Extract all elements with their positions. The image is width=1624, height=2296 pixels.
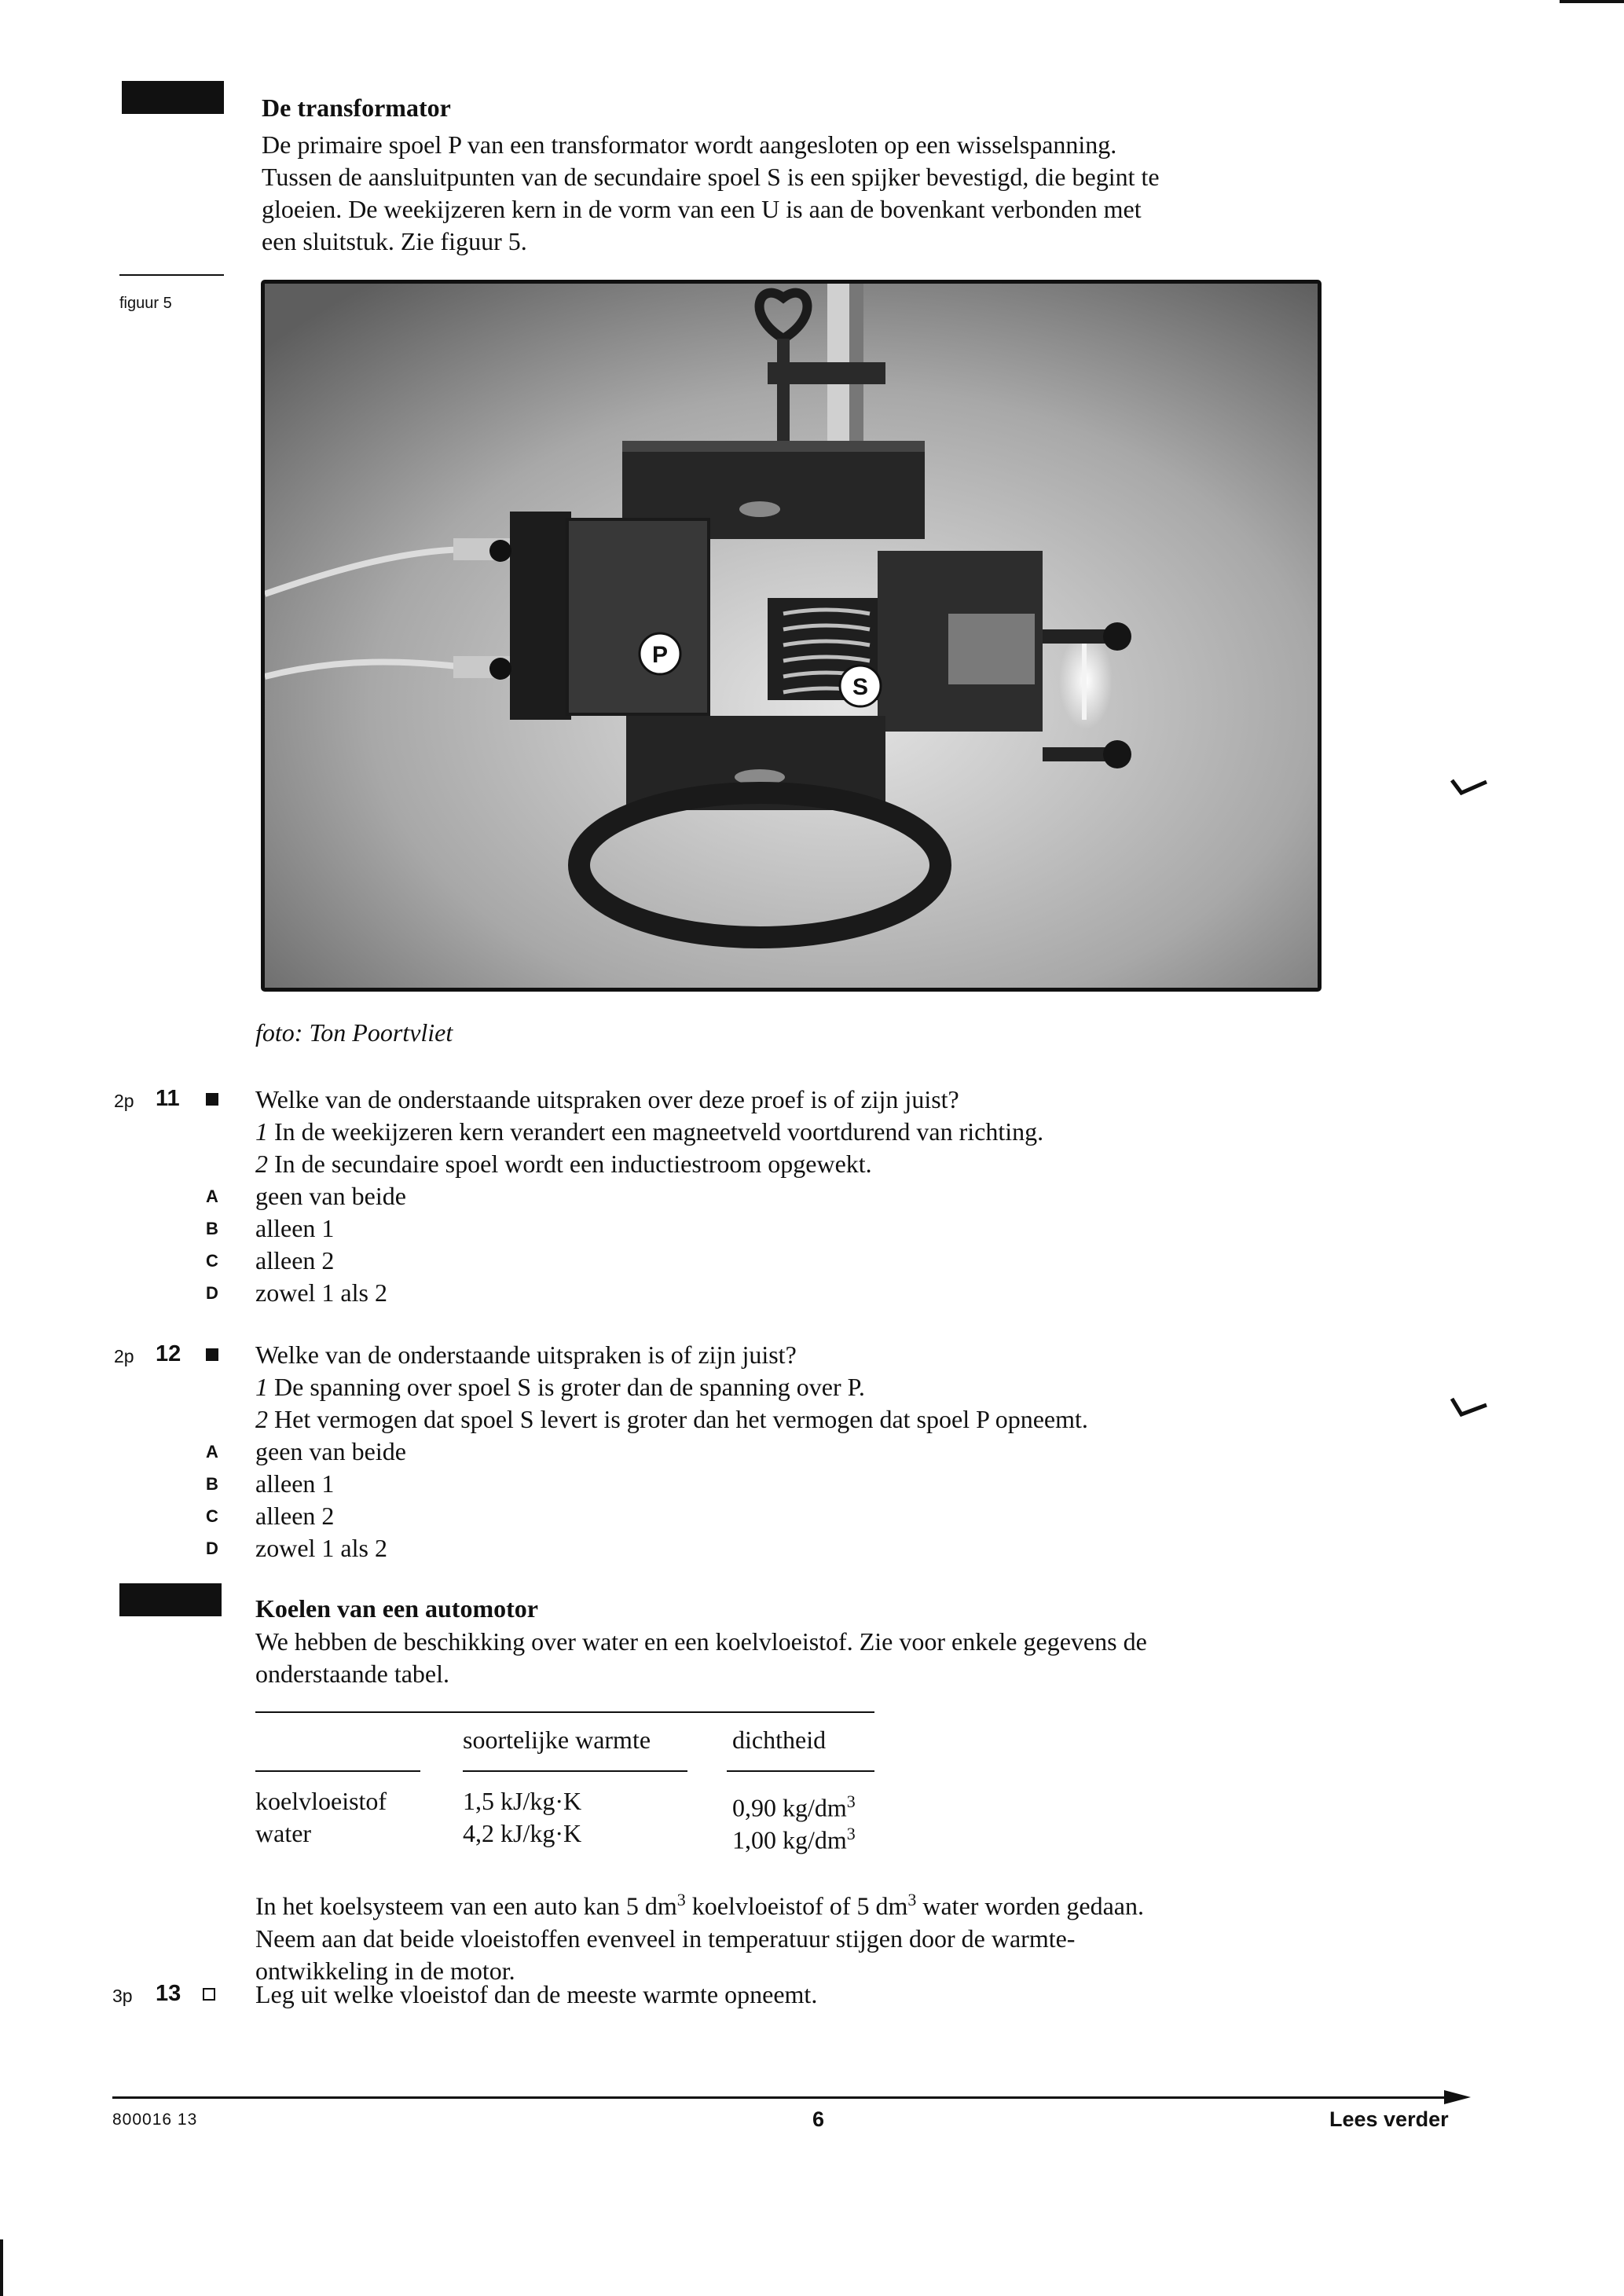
q13-points: 3p	[112, 1986, 133, 2006]
paragraph-part-a: In het koelsysteem van een auto kan 5 dm	[255, 1891, 677, 1920]
paragraph-line-1	[255, 1883, 1144, 1923]
q13-question: Leg uit welke vloeistof dan de meeste warmte opneemt.	[255, 1980, 818, 2008]
q11-option-c-letter: C	[206, 1251, 218, 1271]
q11-statement-1-text: In de weekijzeren kern verandert een magneetveld voortdurend van richting.	[268, 1117, 1044, 1146]
section-2-title: Koelen van een automotor	[255, 1594, 538, 1623]
footer-code: 800016 13	[112, 2111, 198, 2129]
section-2-intro	[255, 1626, 1147, 1690]
q12-option-a[interactable]: geen van beide	[255, 1437, 406, 1465]
figure-label-rule	[119, 274, 224, 276]
q11-question	[255, 1084, 1043, 1309]
q12-option-d-letter: D	[206, 1539, 218, 1558]
q12-option-d[interactable]: zowel 1 als 2	[255, 1534, 387, 1562]
q11-marker	[206, 1093, 218, 1109]
intro-line: Tussen de aansluitpunten van de secundaire spoel S is een spijker bevestigd, die begint te	[262, 163, 1160, 191]
q11-option-a-letter: A	[206, 1187, 218, 1206]
table-cell-rho-exp: 3	[846, 1792, 856, 1811]
page-number: 6	[812, 2107, 825, 2131]
q11-option-d[interactable]: zowel 1 als 2	[255, 1278, 387, 1307]
q12-option-c-letter: C	[206, 1506, 218, 1526]
q11-statement-2-text: In de secundaire spoel wordt een inductiestroom opgewekt.	[268, 1150, 872, 1178]
q12-statement-2-text: Het vermogen dat spoel S levert is groter dan het vermogen dat spoel P opneemt.	[268, 1405, 1088, 1433]
section-intro	[262, 129, 1160, 258]
brand-badge-top	[739, 501, 780, 517]
table-rule-rho	[727, 1770, 874, 1772]
q11-statement-1	[255, 1116, 1043, 1148]
table-header-rho: dichtheid	[732, 1726, 827, 1754]
q11-statement-2-num: 2	[255, 1150, 268, 1178]
q12-statement-1-num: 1	[255, 1373, 268, 1401]
table-cell-rho-value: 1,00 kg/dm	[732, 1825, 847, 1854]
edge-mark	[1560, 0, 1624, 3]
paragraph-exp-2: 3	[907, 1890, 917, 1909]
q12-option-c[interactable]: alleen 2	[255, 1502, 335, 1530]
footer-arrow-icon	[1444, 2090, 1471, 2104]
q11-option-c[interactable]: alleen 2	[255, 1246, 335, 1275]
q11-statement-1-num: 1	[255, 1117, 268, 1146]
intro-line: We hebben de beschikking over water en een koelvloeistof. Zie voor enkele gegevens de	[255, 1627, 1147, 1656]
transformer-photo	[261, 280, 1322, 992]
q11-option-a[interactable]: geen van beide	[255, 1182, 406, 1210]
q13-marker	[203, 1988, 215, 2004]
q11-number: 11	[156, 1086, 180, 1111]
q12-statement-2-num: 2	[255, 1405, 268, 1433]
section-2-paragraph	[255, 1883, 1144, 1987]
q12-number: 12	[156, 1341, 181, 1366]
q11-option-b-letter: B	[206, 1219, 218, 1238]
q11-option-b[interactable]: alleen 1	[255, 1214, 335, 1242]
q11-question-text: Welke van de onderstaande uitspraken over deze proef is of zijn juist?	[255, 1085, 959, 1113]
table-top-rule	[255, 1711, 874, 1713]
coil-s-label: S	[852, 674, 869, 700]
table-rule-name	[255, 1770, 420, 1772]
table-cell-name: water	[255, 1819, 312, 1847]
table-cell-rho-value: 0,90 kg/dm	[732, 1793, 847, 1822]
intro-line: onderstaande tabel.	[255, 1660, 449, 1688]
section-title: De transformator	[262, 94, 451, 122]
transformer-illustration	[265, 284, 1318, 988]
q11-points: 2p	[114, 1091, 134, 1111]
intro-line: gloeien. De weekijzeren kern in de vorm van een U is aan de bovenkant verbonden met	[262, 195, 1142, 223]
table-header-c: soortelijke warmte	[463, 1726, 651, 1754]
q13-number: 13	[156, 1981, 181, 2006]
q12-statement-1-text: De spanning over spoel S is groter dan de spanning over P.	[268, 1373, 865, 1401]
footer-rule	[112, 2096, 1462, 2099]
q12-points: 2p	[114, 1346, 134, 1366]
table-cell-c: 1,5 kJ/kg·K	[463, 1787, 582, 1815]
checkmark-icon	[1446, 766, 1493, 805]
table-cell-c: 4,2 kJ/kg·K	[463, 1819, 582, 1847]
coil-p-label: P	[651, 642, 669, 668]
table-cell-rho-exp: 3	[846, 1824, 856, 1843]
section-marker-2	[119, 1583, 222, 1616]
figure-label: figuur 5	[119, 295, 172, 312]
q11-option-d-letter: D	[206, 1283, 218, 1303]
q12-option-a-letter: A	[206, 1442, 218, 1462]
section-marker	[122, 81, 224, 114]
photo-credit: foto: Ton Poortvliet	[255, 1018, 453, 1047]
table-cell-name: koelvloeistof	[255, 1787, 387, 1815]
paragraph-part-b: koelvloeistof of 5 dm	[685, 1891, 908, 1920]
q12-question	[255, 1339, 1088, 1564]
q11-statement-2	[255, 1148, 1043, 1180]
paragraph-exp-1: 3	[676, 1890, 686, 1909]
checkmark-icon	[1446, 1391, 1493, 1430]
edge-mark-left	[0, 2239, 3, 2296]
paragraph-line-3: ontwikkeling in de motor.	[255, 1956, 515, 1985]
table-rule-c	[463, 1770, 687, 1772]
table-cell-rho	[732, 1817, 856, 1857]
q12-statement-2	[255, 1403, 1088, 1436]
q12-option-b[interactable]: alleen 1	[255, 1469, 335, 1498]
q12-option-b-letter: B	[206, 1474, 218, 1494]
paragraph-part-c: water worden gedaan.	[916, 1891, 1144, 1920]
q12-question-text: Welke van de onderstaande uitspraken is of zijn juist?	[255, 1341, 797, 1369]
intro-line: De primaire spoel P van een transformator wordt aangesloten op een wisselspanning.	[262, 130, 1117, 159]
intro-line: een sluitstuk. Zie figuur 5.	[262, 227, 527, 255]
q12-statement-1	[255, 1371, 1088, 1403]
q12-marker	[206, 1348, 218, 1365]
paragraph-line-2: Neem aan dat beide vloeistoffen evenveel in temperatuur stijgen door de warmte-	[255, 1924, 1076, 1953]
continue-label: Lees verder	[1329, 2107, 1449, 2131]
